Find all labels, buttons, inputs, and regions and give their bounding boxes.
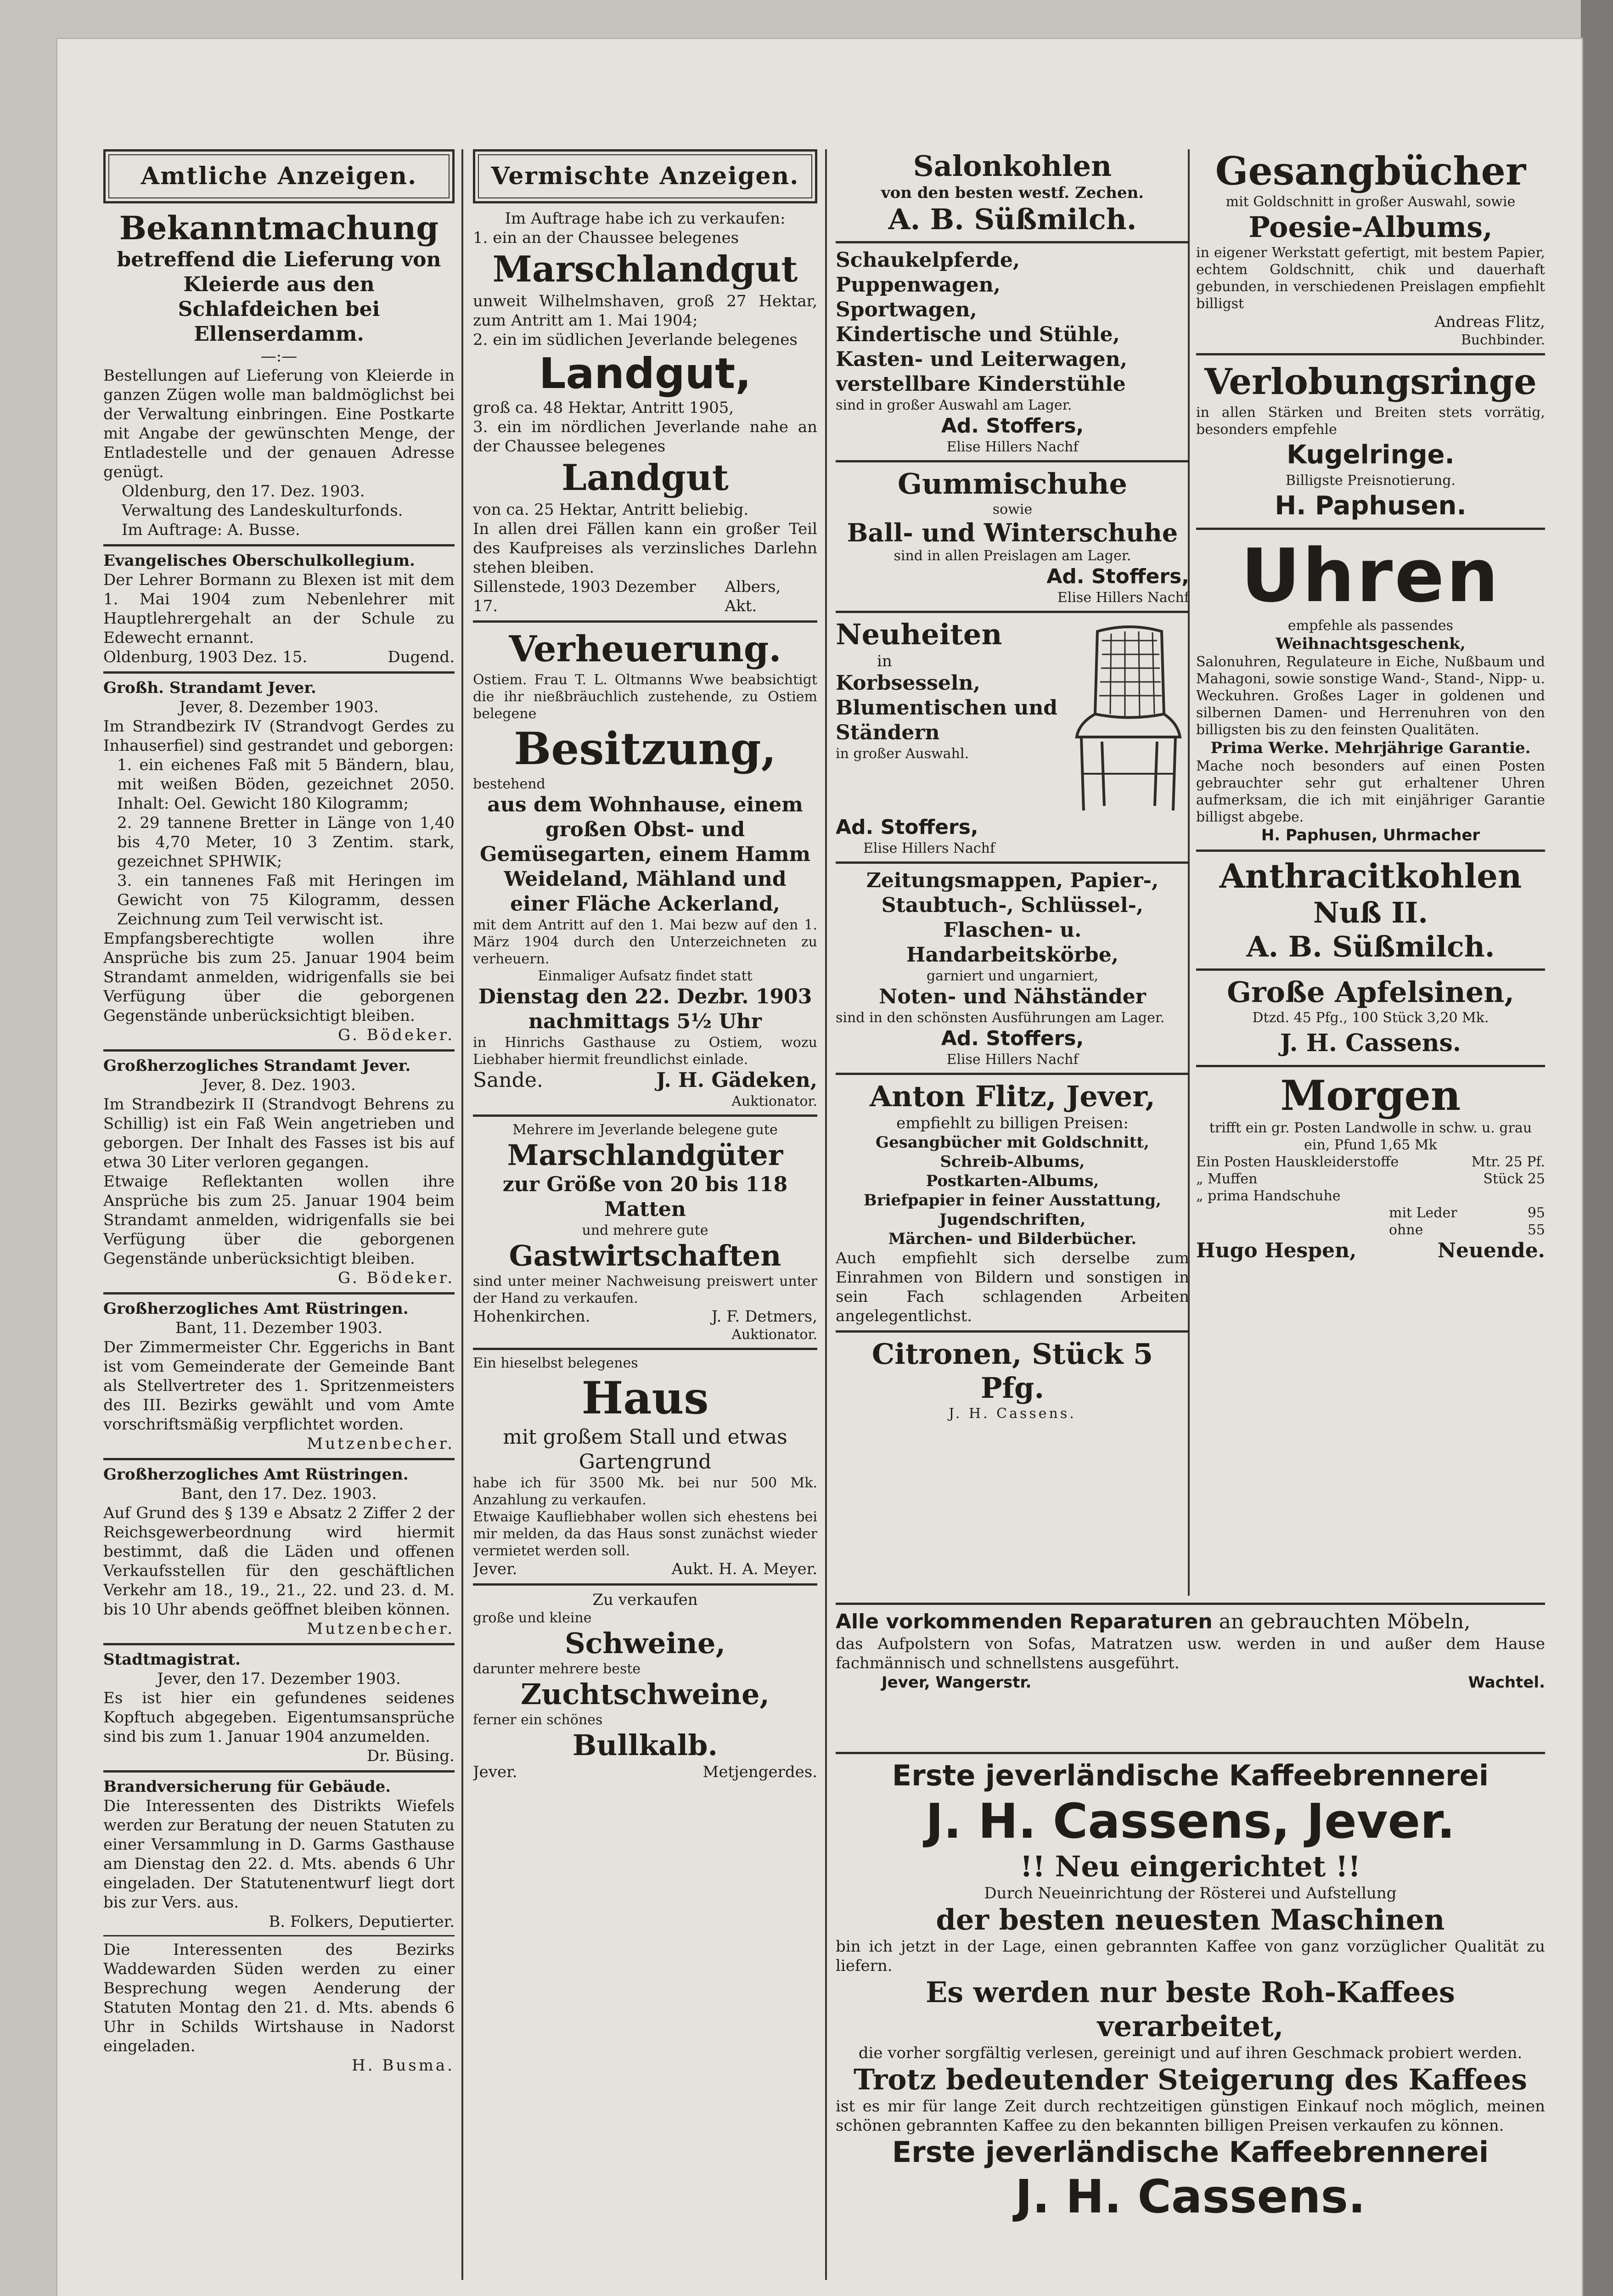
divider [836, 1603, 1545, 1605]
ad-text: Mehrere im Jeverlande belegene gute [512, 1122, 778, 1138]
ad-title: Große Apfelsinen, [1227, 975, 1514, 1009]
ad-signature: J. H. Gädeken, [656, 1069, 817, 1092]
divider [836, 460, 1189, 462]
ad-text: von ca. 25 Hektar, Antritt beliebig. [473, 501, 749, 519]
ad-text: zur Größe von 20 bis 118 Matten [502, 1173, 788, 1221]
scan-right-edge [1581, 0, 1613, 2296]
divider [836, 611, 1189, 613]
ad-place: Jever. [473, 1763, 517, 1781]
divider [103, 1770, 455, 1773]
divider [473, 1583, 817, 1586]
ad-title: Verlobungsringe [1204, 361, 1537, 403]
notice-signature: B. Folkers, Deputierter. [269, 1913, 455, 1931]
notice-date: Jever, den 17. Dezember 1903. [157, 1670, 401, 1688]
column-miscellaneous-ads [473, 149, 817, 2280]
notice-date: Jever, 8. Dez. 1903. [202, 1076, 356, 1094]
ad-place: Sillenstede, 1903 Dezember 17. [473, 578, 696, 615]
ad-date: Dienstag den 22. Dezbr. 1903 [478, 985, 812, 1008]
ad-signature-sub: Elise Hillers Nachf [946, 439, 1079, 455]
ad-title: Gastwirtschaften [509, 1239, 781, 1272]
ad-text: Ein hieselbst belegenes [473, 1355, 638, 1371]
ad-signature: Metjengerdes. [703, 1763, 817, 1781]
ad-text: Prima Werke. Mehrjährige Garantie. [1210, 739, 1531, 757]
ad-text: aus dem Wohnhause, einem großen Obst- und Gemüsegarten, einem Hamm Weideland, Mähland und einer Fläche Ackerland, [479, 793, 811, 916]
newspaper-page [57, 39, 1582, 2296]
column-official-notices [103, 149, 455, 2280]
divider [103, 1935, 455, 1936]
ad-title: Ball- und Winterschuhe [847, 518, 1178, 547]
notice-signature: Dr. Büsing. [366, 1747, 455, 1765]
list-item: Briefpapier in feiner Ausstattung, [863, 1191, 1162, 1210]
ad-title: Morgen [1280, 1071, 1461, 1120]
ad-text: Weihnachtsgeschenk, [1276, 635, 1466, 653]
ad-title: Citronen, Stück 5 Pfg. [871, 1337, 1153, 1405]
ad-title: Gummischuhe [897, 467, 1128, 501]
ad-text: trifft ein gr. Posten Landwolle in schw. u. grau ein, Pfund 1,65 Mk [1209, 1120, 1532, 1153]
ad-title: Es werden nur beste Roh-Kaffees verarbeitet, [926, 1975, 1455, 2043]
ad-signature: Ad. Stoffers, [941, 414, 1084, 438]
list-item: Gesangbücher mit Goldschnitt, [876, 1133, 1149, 1152]
ad-text: Nuß II. [1313, 896, 1428, 929]
list-item: Postkarten-Albums, [926, 1172, 1099, 1190]
ad-signature: Wachtel. [1468, 1673, 1545, 1692]
notice-date: Jever, 8. Dezember 1903. [179, 698, 379, 716]
divider [103, 1458, 455, 1460]
ad-text: in Hinrichs Gasthause zu Ostiem, wozu Liebhaber hiermit freundlichst einlade. [473, 1035, 817, 1068]
divider [836, 861, 1189, 864]
ad-text: in großer Auswahl. [836, 746, 969, 762]
notice-body: Etwaige Reflektanten wollen ihre Ansprüche bis zum 25. Januar 1904 beim Strandamt anmelden, widrigenfalls sie bei Verfügung über die geborgenen Gegenstände unberücksichtigt bleiben. [103, 1172, 455, 1268]
ad-signature: J. H. Cassens. [1280, 1029, 1461, 1057]
ad-footer [473, 577, 817, 616]
column-rule [825, 149, 827, 2280]
ad-text: empfiehlt zu billigen Preisen: [896, 1114, 1129, 1132]
ad-signature: Albers, Akt. [725, 578, 781, 615]
ad-text: sind in allen Preislagen am Lager. [894, 548, 1131, 564]
ad-time: nachmittags 5½ Uhr [528, 1010, 762, 1033]
notice-date: Oldenburg, den 17. Dez. 1903. [122, 482, 365, 501]
ad-text: Billigste Preisnotierung. [1285, 473, 1456, 489]
ad-text: bestehend [473, 776, 545, 792]
ad-footer [473, 1068, 817, 1093]
ad-footer [473, 1559, 817, 1579]
notice-heading: Brandversicherung für Gebäude. [103, 1778, 391, 1796]
ad-signature: H. Paphusen, Uhrmacher [1261, 826, 1480, 844]
notice-signature: G. Bödeker. [338, 1026, 455, 1044]
ad-text: Salonuhren, Regulateure in Eiche, Nußbaum und Mahagoni, sowie sonstige Wand-, Stand-, Nipp- u. Weckuhren. Großes Lager in goldenen und silbernen Damen- und Herrenuhren von den billigsten bis zu den feinsten Qualitäten. [1196, 654, 1545, 738]
list-item: Märchen- und Bilderbücher. [888, 1230, 1137, 1248]
ad-text: Mache noch besonders auf einen Posten gebrauchter sehr gut erhaltener Uhren aufmerksam, die ich mit einjähriger Garantie billigst abgebe. [1196, 758, 1545, 825]
coffee-roastery-ad [836, 1747, 1545, 2280]
notice-signature: Verwaltung des Landeskulturfonds. [122, 501, 403, 520]
ad-signature: H. Paphusen. [1275, 491, 1467, 521]
ad-text: sowie [992, 501, 1033, 518]
ad-title: Salonkohlen [913, 149, 1112, 183]
ad-title: Landgut [562, 457, 729, 499]
list-item: Puppenwagen, [836, 273, 1001, 297]
ad-text: große und kleine [473, 1610, 592, 1626]
notice-heading: Großherzogliches Strandamt Jever. [103, 1057, 411, 1075]
ad-text: 3. ein im nördlichen Jeverlande nahe an der Chaussee belegenes [473, 418, 817, 456]
ad-place: Neuende. [1437, 1239, 1545, 1262]
ad-title: Trotz bedeutender Steigerung des Kaffees [854, 2063, 1527, 2096]
notice-body: Bestellungen auf Lieferung von Kleierde in ganzen Zügen wolle man baldmöglichst bei der Verwaltung einbringen. Eine Postkarte mit Angabe der gewünschten Menge, der Entladestelle und der genauen Adresse genügt. [103, 366, 455, 481]
list-item: Schreib-Albums, [940, 1153, 1085, 1171]
divider [836, 1752, 1545, 1754]
ad-signature: J. H. Cassens. [949, 1406, 1076, 1422]
notice-body: Im Strandbezirk II (Strandvogt Behrens zu Schillig) ist ein Faß Wein angetrieben und geborgen. Der Inhalt des Fasses ist bis auf etwa 30 Liter verloren gegangen. [103, 1095, 455, 1171]
ad-text: mit Goldschnitt in großer Auswahl, sowie [1225, 194, 1516, 210]
ad-title: Marschlandgut [492, 248, 798, 290]
notice-body: Auf Grund des § 139 e Absatz 2 Ziffer 2 der Reichsgewerbeordnung wird hiermit bestimmt, daß die Läden und offenen Verkaufsstellen für den geschäftlichen Verkehr am 18., 19., 21., 22. und 23. d. M. bis 10 Uhr abends geöffnet bleiben können. [103, 1504, 455, 1619]
section-header-official: Amtliche Anzeigen. [103, 149, 455, 203]
ad-title: Schweine, [564, 1626, 726, 1660]
column-rule [461, 149, 463, 2280]
ad-title: Poesie-Albums, [1248, 210, 1493, 244]
list-item: 3. ein tannenes Faß mit Heringen im Gewicht von 75 Kilogramm, dessen Zeichnung zum Teil verwischt ist. [117, 872, 455, 929]
ad-text: und mehrere gute [582, 1222, 708, 1238]
ad-signature-sub: Elise Hillers Nachf [863, 840, 995, 856]
ad-text: sind in den schönsten Ausführungen am Lager. [836, 1010, 1165, 1026]
divider [103, 1292, 455, 1294]
ad-text: Zu verkaufen [592, 1591, 698, 1609]
ad-signature-title: Auktionator. [731, 1093, 817, 1109]
ad-text: bin ich jetzt in der Lage, einen gebrannten Kaffee von ganz vorzüglicher Qualität zu liefern. [836, 1937, 1545, 1975]
ad-title: Noten- und Nähständer [879, 985, 1146, 1008]
notice-body: Der Lehrer Bormann zu Blexen ist mit dem 1. Mai 1904 zum Nebenlehrer mit Hauptlehrergehalt an der Schule zu Edewecht ernannt. [103, 571, 455, 647]
notice-title: Bekanntmachung [119, 209, 439, 247]
ad-text: 1. ein an der Chaussee belegenes [473, 229, 739, 247]
notice-date: Oldenburg, 1903 Dez. 15. [103, 648, 308, 666]
ad-footer [473, 1762, 817, 1782]
ad-text: sind in großer Auswahl am Lager. [836, 397, 1072, 413]
ad-text: garniert und ungarniert, [926, 968, 1099, 984]
ad-text: in eigener Werkstatt gefertigt, mit bestem Papier, echtem Goldschnitt, chik und dauerhaft gebunden, in verschiedenen Preislagen empfiehlt billigst [1196, 245, 1545, 312]
ad-text: Alle vorkommenden Reparaturen an gebrauchten Möbeln, [836, 1610, 1471, 1633]
ad-title: Verheuerung. [509, 628, 781, 670]
repair-ad [836, 1598, 1545, 1747]
ad-place: Sande. [473, 1069, 543, 1092]
notice-body: Der Zimmermeister Chr. Eggerichs in Bant ist vom Gemeinderate der Gemeinde Bant als Stellvertreter des 1. Spritzenmeisters des III. Bezirks gewählt und vom Amte vorschriftsmäßig verpflichtet worden. [103, 1338, 455, 1434]
ad-text: In allen drei Fällen kann ein großer Teil des Kaufpreises als verzinsliches Darlehn stehen bleiben. [473, 520, 817, 577]
notice-body: Es ist hier ein gefundenes seidenes Kopftuch abgegeben. Eigentumsansprüche sind bis zum 1. Januar 1904 anzumelden. [103, 1689, 455, 1746]
ad-text: darunter mehrere beste [473, 1661, 641, 1677]
divider [836, 1330, 1189, 1333]
wicker-chair-illustration [1070, 622, 1189, 815]
notice-signature: Dugend. [388, 648, 455, 666]
divider [836, 241, 1189, 243]
list-item: 2. 29 tannene Bretter in Länge von 1,40 bis 4,70 Meter, 10 3 Zentim. stark, gezeichnet SPHWIK; [117, 814, 455, 871]
ad-text: das Aufpolstern von Sofas, Matratzen usw. werden in und außer dem Hause fachmännisch und schnellstens ausgeführt. [836, 1635, 1545, 1672]
divider [836, 1073, 1189, 1075]
ad-place: Jever. [473, 1560, 517, 1578]
ad-title: Besitzung, [514, 723, 776, 775]
ad-title: Anthracitkohlen [1219, 856, 1522, 895]
ad-signature: Ad. Stoffers, [836, 816, 978, 839]
notice-date: Bant, den 17. Dez. 1903. [181, 1485, 377, 1503]
ad-title: Erste jeverländische Kaffeebrennerei [892, 1759, 1489, 1792]
price-row: „ Muffen Stück 25 [1196, 1171, 1545, 1187]
ad-text: Korbsesseln, Blumentischen und Ständern [836, 671, 1058, 744]
ad-title: Erste jeverländische Kaffeebrennerei [892, 2135, 1489, 2169]
price-row: mit Leder 95 [1389, 1205, 1545, 1221]
divider [1196, 968, 1545, 971]
ad-text: 2. ein im südlichen Jeverlande belegenes [473, 331, 798, 349]
ad-title: J. H. Cassens, Jever. [925, 1793, 1456, 1849]
divider [103, 671, 455, 674]
notice-body: Die Interessenten des Bezirks Waddewarden Süden werden zu einer Besprechung wegen Aenderung der Statuten Montag den 21. d. Mts. abends 6 Uhr in Schilds Wirtshause in Nadorst eingeladen. [103, 1941, 455, 2055]
ad-place: Jever, Wangerstr. [882, 1673, 1032, 1692]
divider [1196, 1065, 1545, 1067]
list-item: verstellbare Kinderstühle [836, 372, 1126, 396]
ad-title: der besten neuesten Maschinen [936, 1903, 1445, 1936]
notice-subtitle: betreffend die Lieferung von Kleierde aus den Schlafdeichen bei Ellenserdamm. [117, 248, 441, 346]
ad-text: Etwaige Kaufliebhaber wollen sich ehestens bei mir melden, da das Haus sonst zunächst wieder vermietet werden soll. [473, 1509, 817, 1559]
divider [1196, 528, 1545, 530]
ad-text: in [877, 652, 892, 670]
ad-signature: Andreas Flitz, [1434, 313, 1545, 331]
divider [1196, 850, 1545, 852]
divider [1196, 353, 1545, 355]
ad-text: ist es mir für lange Zeit durch rechtzeitigen günstigen Einkauf noch möglich, meinen schönen gebrannten Kaffee zu den bekannten billigen Preisen verkaufen zu können. [836, 2097, 1545, 2135]
ad-text: Durch Neueinrichtung der Rösterei und Aufstellung [984, 1884, 1397, 1902]
notice-signature: Im Auftrage: A. Busse. [122, 521, 300, 539]
notice-signature: Mutzenbecher. [307, 1620, 455, 1638]
notice-date: Bant, 11. Dezember 1903. [175, 1319, 383, 1337]
notice-heading: Großherzogliches Amt Rüstringen. [103, 1465, 409, 1484]
ad-text: von den besten westf. Zechen. [881, 184, 1144, 202]
ad-text: ferner ein schönes [473, 1712, 603, 1728]
ad-title: Bullkalb. [572, 1728, 718, 1762]
ad-title: Uhren [1241, 533, 1501, 619]
divider [103, 1049, 455, 1052]
price-row: „ prima Handschuhe [1196, 1188, 1341, 1204]
ad-text: Ostiem. Frau T. L. Oltmanns Wwe beabsichtigt die ihr nießbräuchlich zustehende, zu Ostiem belegene [473, 672, 817, 722]
ad-text: sind unter meiner Nachweisung preiswert unter der Hand zu verkaufen. [473, 1273, 817, 1306]
ad-title: Haus [581, 1372, 709, 1424]
ad-text: Im Auftrage habe ich zu verkaufen: [505, 209, 786, 228]
notice-signature: H. Busma. [352, 2056, 455, 2075]
ad-signature: Aukt. H. A. Meyer. [671, 1560, 817, 1578]
ad-title: Neuheiten [836, 618, 1002, 651]
ad-text: mit großem Stall und etwas Gartengrund [503, 1425, 787, 1474]
list-item: Sportwagen, [836, 298, 977, 321]
ad-text: unweit Wilhelmshaven, groß 27 Hektar, zum Antritt am 1. Mai 1904; [473, 292, 817, 330]
ad-signature-title: Auktionator. [731, 1327, 817, 1343]
ad-title: !! Neu eingerichtet !! [1020, 1850, 1361, 1883]
ad-signature-sub: Elise Hillers Nachf [1057, 590, 1189, 606]
list-item: Jugendschriften, [939, 1210, 1086, 1229]
ad-footer [1196, 1238, 1545, 1263]
notice-body: Empfangsberechtigte wollen ihre Ansprüche bis zum 25. Januar 1904 beim Strandamt anmelden, widrigenfalls sie bei Verfügung über die geborgenen Gegenstände unberücksichtigt bleiben. [103, 929, 455, 1025]
ad-text: Auch empfiehlt sich derselbe zum Einrahmen von Bildern und sonstigen in sein Fach schlagenden Arbeiten angelegentlichst. [836, 1249, 1189, 1325]
notice-signature: G. Bödeker. [338, 1269, 455, 1287]
ad-text: mit dem Antritt auf den 1. Mai bezw auf den 1. März 1904 durch den Unterzeichneten zu verheuern. [473, 917, 817, 967]
ad-title: Anton Flitz, Jever, [870, 1080, 1155, 1113]
ad-signature: A. B. Süßmilch. [888, 203, 1137, 236]
ad-text: Dtzd. 45 Pfg., 100 Stück 3,20 Mk. [1252, 1010, 1489, 1026]
ad-place: Hohenkirchen. [473, 1307, 590, 1326]
ad-text: habe ich für 3500 Mk. bei nur 500 Mk. Anzahlung zu verkaufen. [473, 1475, 817, 1508]
notice-body: Die Interessenten des Distrikts Wiefels werden zur Beratung der neuen Statuten zu einer Versammlung in D. Garms Gasthause am Dienstag den 22. d. Mts. abends 6 Uhr eingeladen. Der Statutenentwurf liegt dort bis zur Vers. aus. [103, 1797, 455, 1912]
ad-title: Zuchtschweine, [520, 1677, 770, 1711]
ad-title: Zeitungsmappen, Papier-, Staubtuch-, Schlüssel-, Flaschen- u. Handarbeitskörbe, [866, 869, 1159, 967]
price-row: Ein Posten Hauskleiderstoffe Mtr. 25 Pf. [1196, 1154, 1545, 1170]
notice-heading: Evangelisches Oberschulkollegium. [103, 551, 415, 570]
divider [473, 1114, 817, 1117]
list-item: Kasten- und Leiterwagen, [836, 348, 1128, 371]
ad-signature: Hugo Hespen, [1196, 1239, 1357, 1262]
notice-heading: Großh. Strandamt Jever. [103, 679, 316, 697]
ad-title: J. H. Cassens. [1015, 2170, 1366, 2223]
divider [103, 1643, 455, 1645]
separator: —:— [260, 347, 298, 366]
notice-footer [103, 647, 455, 667]
notice-signature: Mutzenbecher. [307, 1435, 455, 1453]
ad-text: in allen Stärken und Breiten stets vorrätig, besonders empfehle [1196, 405, 1545, 438]
ad-signature: A. B. Süßmilch. [1246, 930, 1495, 963]
ad-title: Landgut, [539, 349, 752, 398]
ad-title: Marschlandgüter [507, 1138, 783, 1172]
notice-heading: Großherzogliches Amt Rüstringen. [103, 1300, 409, 1318]
divider [473, 1348, 817, 1350]
ad-text: groß ca. 48 Hektar, Antritt 1905, [473, 399, 734, 417]
divider [103, 544, 455, 546]
ad-text: empfehle als passendes [1287, 618, 1454, 634]
list-item: 1. ein eichenes Faß mit 5 Bändern, blau, mit weißen Böden, gezeichnet 2050. Inhalt: Oel. Gewicht 180 Kilogramm; [117, 756, 455, 813]
toy-list [836, 248, 1189, 397]
notice-heading: Stadtmagistrat. [103, 1650, 241, 1669]
ad-signature: Ad. Stoffers, [1046, 565, 1189, 588]
ad-footer [836, 1673, 1545, 1692]
list-item: Kindertische und Stühle, [836, 323, 1120, 346]
ad-title: Kugelringe. [1287, 440, 1455, 470]
ad-title: Gesangbücher [1215, 149, 1526, 194]
list-item: Schaukelpferde, [836, 248, 1020, 272]
ad-text: Einmaliger Aufsatz findet statt [538, 968, 753, 984]
price-row: ohne 55 [1389, 1222, 1545, 1238]
ad-footer [473, 1307, 817, 1326]
column-shop-ads-right [1196, 149, 1545, 1655]
divider [473, 620, 817, 623]
ad-text: die vorher sorgfältig verlesen, gereinigt und auf ihren Geschmack probiert werden. [858, 2044, 1523, 2062]
ad-signature: J. F. Detmers, [711, 1307, 817, 1326]
ad-signature: Ad. Stoffers, [941, 1027, 1084, 1050]
notice-body: Im Strandbezirk IV (Strandvogt Gerdes zu Inhauserfiel) sind gestrandet und geborgen: [103, 717, 455, 755]
ad-signature-sub: Elise Hillers Nachf [946, 1052, 1079, 1068]
section-header-misc: Vermischte Anzeigen. [473, 149, 817, 203]
ad-signature-sub: Buchbinder. [1461, 332, 1545, 348]
